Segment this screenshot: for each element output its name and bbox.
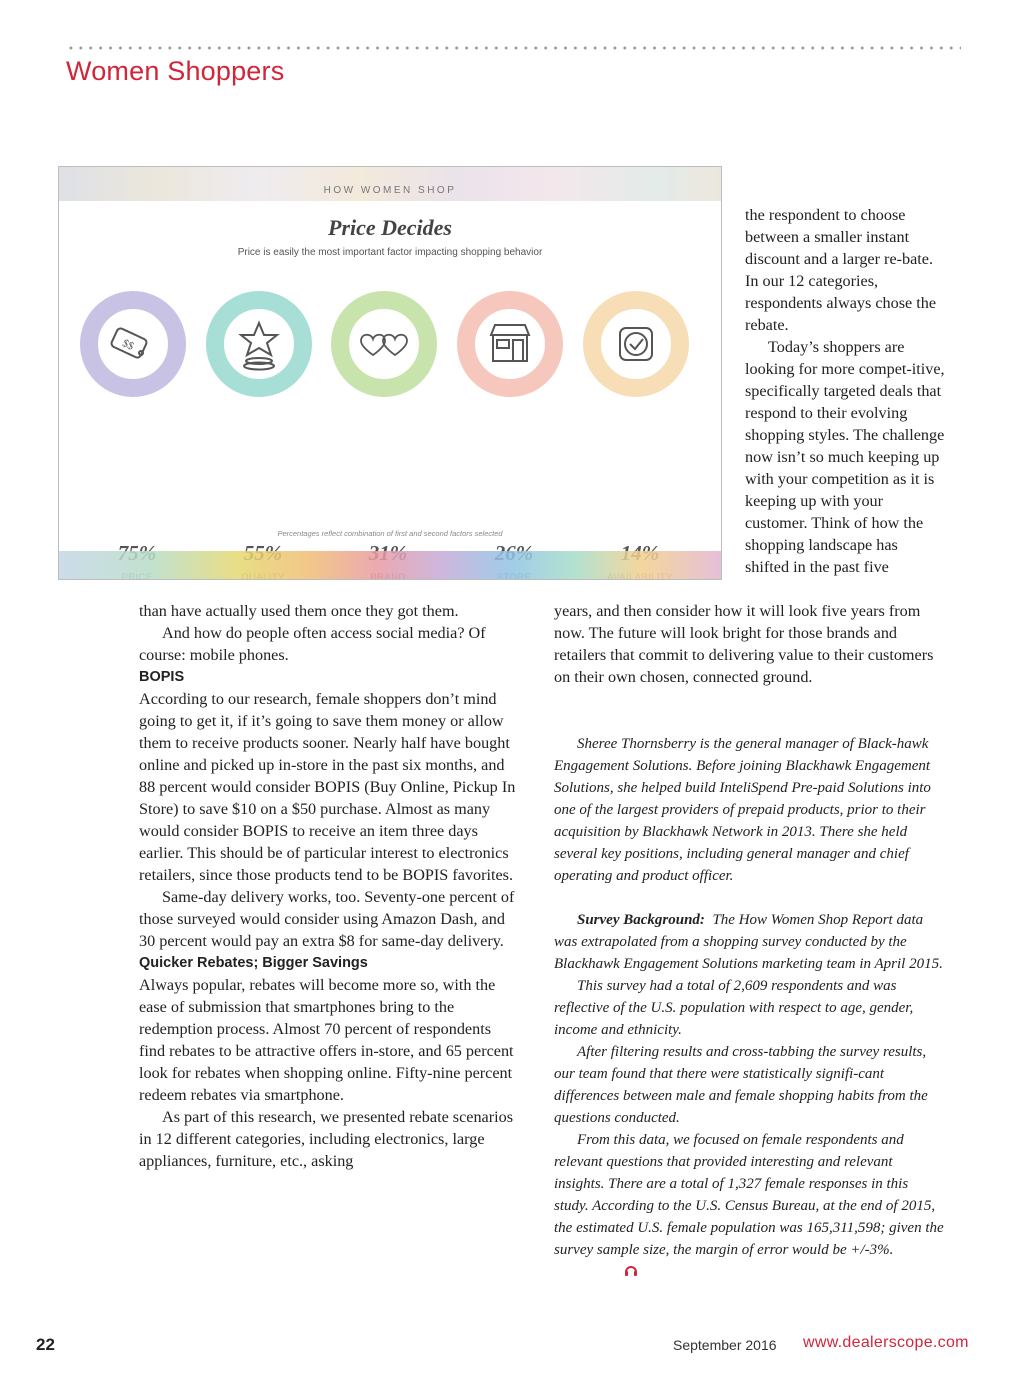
body-paragraph: the respondent to choose between a smaller instant discount and a larger re-bate. In our 12 categories, respondents always chose the rebate. [745,206,937,334]
body-paragraph: As part of this research, we presented rebate scenarios in 12 different categories, including electronics, large appliances, furniture, etc., asking [139,1108,514,1170]
left-column [139,600,519,1172]
subheading-rebates: Quicker Rebates; Bigger Savings [139,955,368,971]
section-title: Women Shoppers [66,56,285,86]
price-tag-icon [78,289,188,399]
right-column-lower [554,600,946,688]
body-paragraph: Always popular, rebates will become more so, with the ease of submission that smartphones bring to the redemption process. Almost 70 percent of respondents find rebates to be attractive offers in-store, and 65 percent look for rebates when shopping online. Fifty-nine percent redeem rebates via smartphone. [139,976,514,1104]
survey-paragraph: This survey had a total of 2,609 respondents and was reflective of the U.S. population with respect to age, gender, income and ethnicity. [554,978,914,1038]
body-paragraph: And how do people often access social media? Of course: mobile phones. [139,624,486,664]
subheading-bopis: BOPIS [139,669,185,685]
author-bio-text: Sheree Thornsberry is the general manager of Black-hawk Engagement Solutions. Before joining Blackhawk Engagement Solutions, she helped build InteliSpend Pre-paid Solutions into one of the largest providers of prepaid products, prior to their acquisition by Blackhawk Network in 2013. There she held several key positions, including general manager and chief operating and product officer. [554,736,931,884]
survey-paragraph [554,1129,946,1283]
infographic-eyebrow: HOW WOMEN SHOP [323,185,457,196]
checkmark-box-icon [581,289,691,399]
survey-text: From this data, we focused on female respondents and relevant questions that provided interesting and relevant insights. There are a total of 1,327 female responses in this study. According to the U.S. Census Bureau, at the end of 2015, the estimated U.S. female population was 165,311,598; given the survey sample size, the margin of error would be +/-3%. [554,1132,944,1258]
page-number: 22 [36,1335,55,1354]
website-link[interactable]: www.dealerscope.com [803,1334,969,1351]
body-paragraph: than have actually used them once they got them. [139,602,459,620]
star-trophy-icon [204,289,314,399]
issue-date: September 2016 [673,1337,777,1353]
infographic-subtitle: Price is easily the most important factor impacting shopping behavior [237,247,543,258]
survey-paragraph: After filtering results and cross-tabbing the survey results, our team found that there were statistically signifi-cant differences between male and female shopping habits from the questions conducted. [554,1044,928,1126]
body-paragraph: years, and then consider how it will look five years from now. The future will look bright for those brands and retailers that commit to delivering value to their customers on their own chosen, connected ground. [554,602,934,686]
how-women-shop-infographic [58,166,722,580]
hearts-icon [329,289,439,399]
infographic-footnote: Percentages reflect combination of first and second factors selected [277,529,503,538]
body-paragraph: Today’s shoppers are looking for more compet-itive, specifically targeted deals that respond to their evolving shopping styles. The challenge now isn’t so much keeping up with your competition as it is keeping up with your customer. Think of how the shopping landscape has shifted in the past five [745,338,945,576]
survey-text: The How Women Shop Report data was extrapolated from a shopping survey conducted by the Blackhawk Engagement Solutions marketing team in April 2015. [554,912,943,972]
survey-label: Survey Background: [577,912,705,928]
survey-background [554,909,946,1283]
storefront-icon [455,289,565,399]
body-paragraph: According to our research, female shoppers don’t mind going to get it, if it’s going to save them money or allow them to receive products sooner. Nearly half have bought online and picked up in-store in the past six months, and 88 percent would consider BOPIS (Buy Online, Pickup In Store) to save $10 on a $50 purchase. Almost as many would consider BOPIS to receive an item three days earlier. This should be of particular interest to electronics retailers, since those products tend to be BOPIS favorites. [139,690,516,884]
survey-paragraph [554,909,946,975]
author-bio [554,733,946,887]
infographic-title: Price Decides [328,215,452,240]
header-dotted-rule [66,44,961,52]
svg-text:$$: $$ [120,337,136,353]
end-of-article-icon [624,1264,638,1278]
watercolor-wash-bottom [59,551,721,579]
body-paragraph: Same-day delivery works, too. Seventy-one percent of those surveyed would consider using Amazon Dash, and 30 percent would pay an extra $8 for same-day delivery. [139,888,515,950]
right-column-upper [745,204,945,578]
